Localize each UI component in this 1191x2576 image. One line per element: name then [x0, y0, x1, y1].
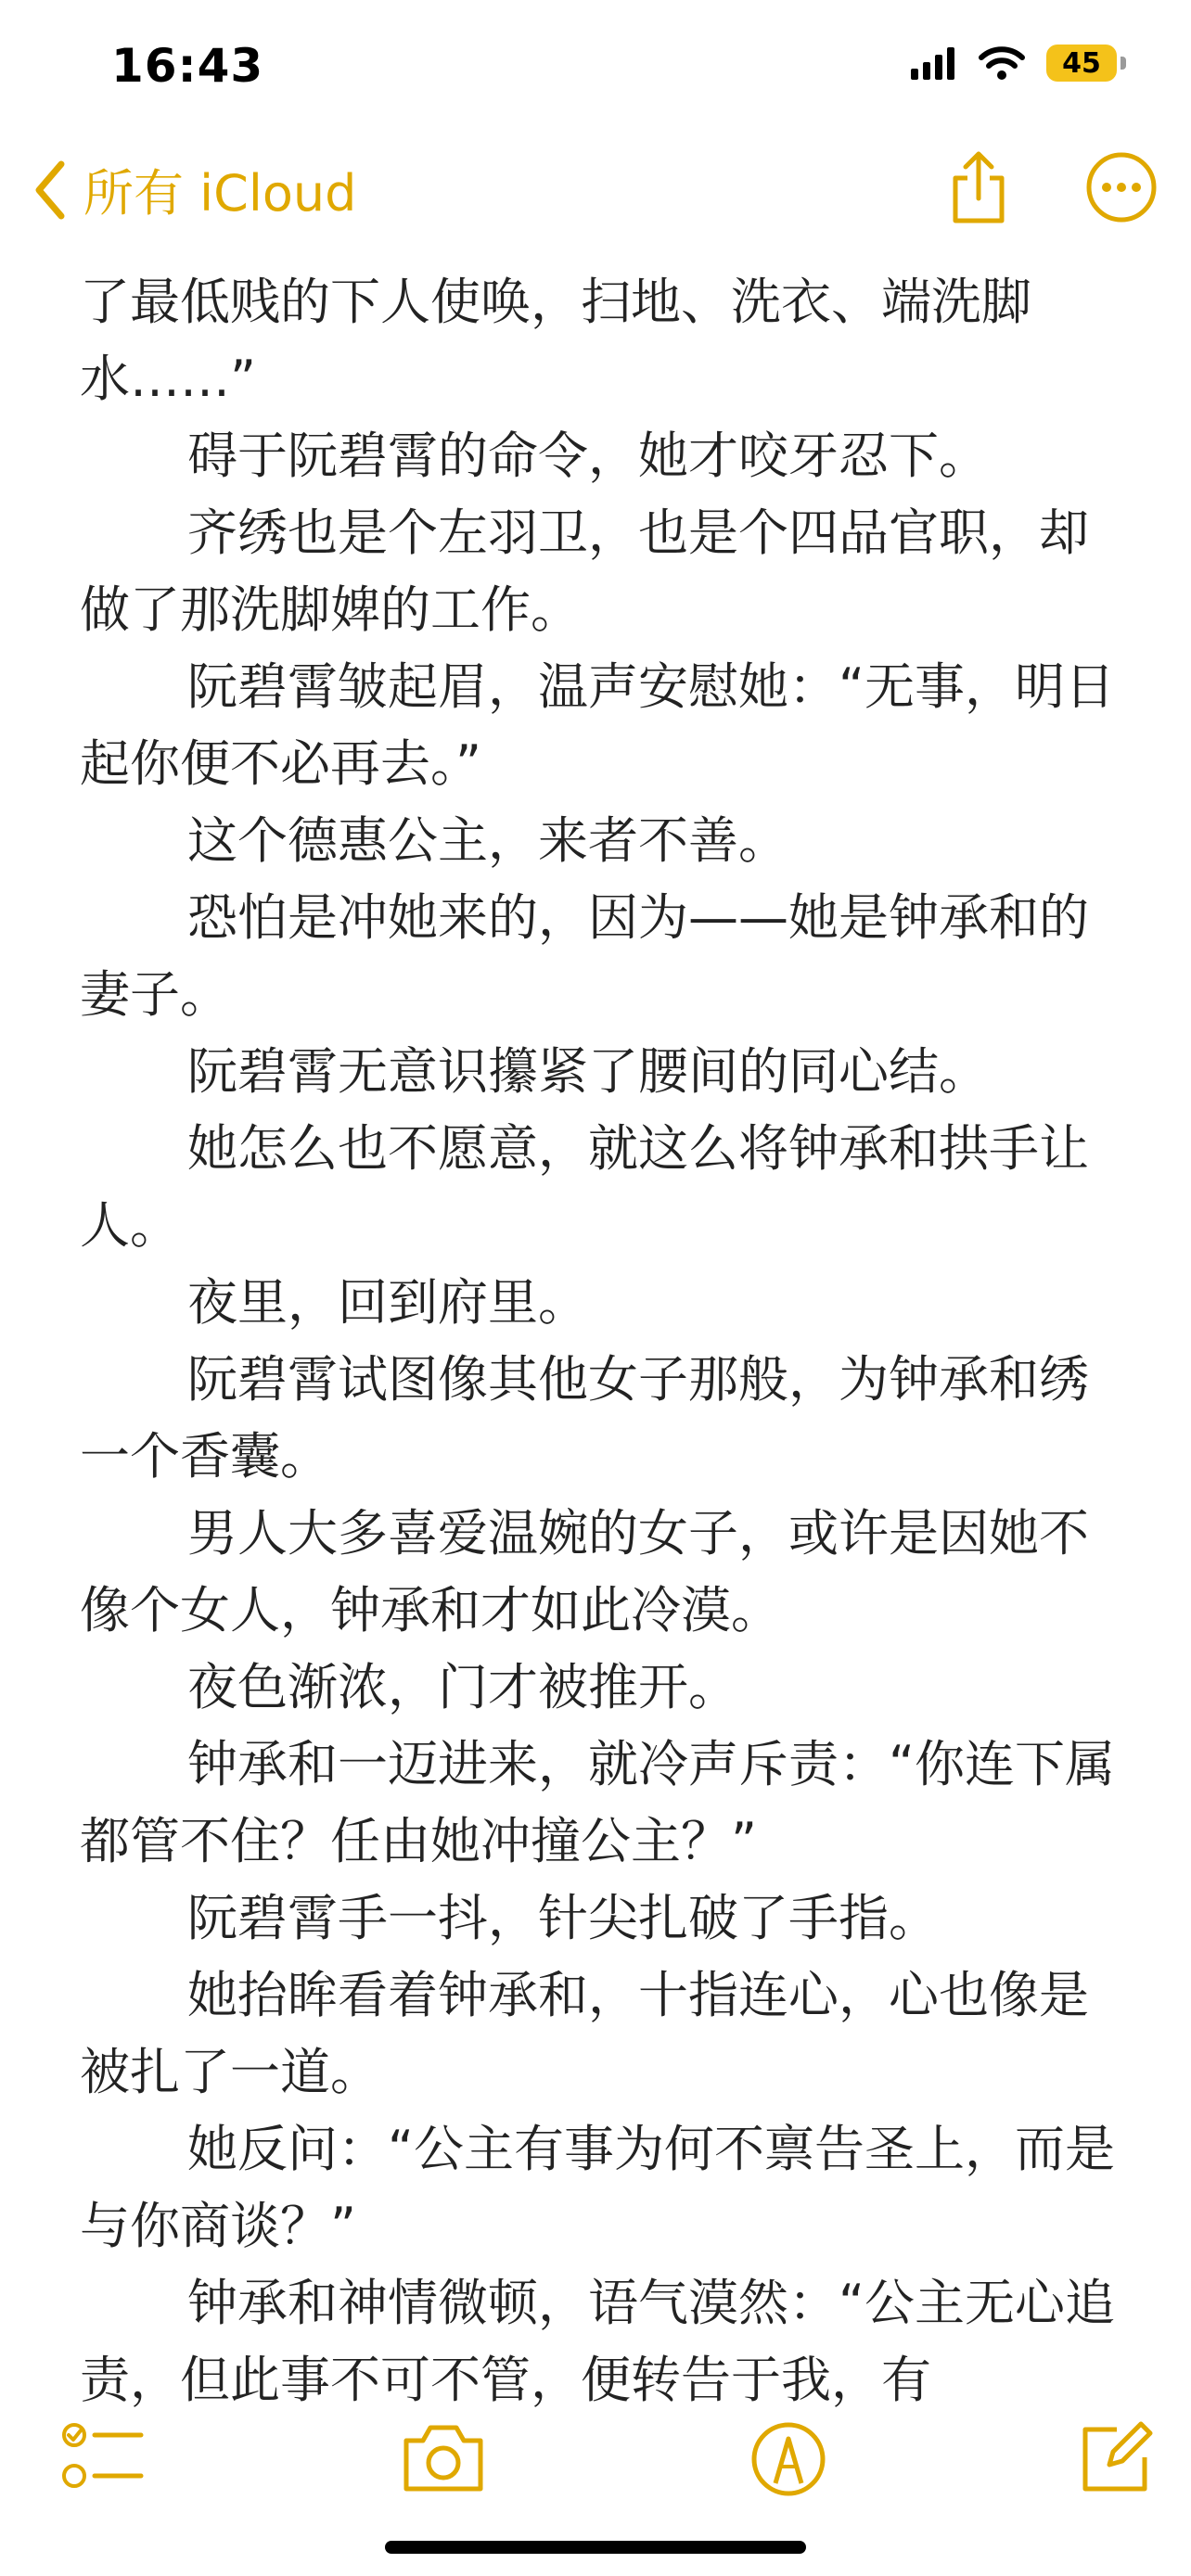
- note-paragraph: 夜色渐浓，门才被推开。: [187, 1658, 738, 1716]
- status-bar: [0, 0, 1191, 139]
- note-paragraph: 碍于阮碧霄的命令，她才咬牙忍下。: [187, 427, 989, 485]
- note-paragraph: 齐绣也是个左羽卫，也是个四品官职，却做了那洗脚婢的工作。: [80, 504, 1089, 639]
- bottom-toolbar: [0, 2392, 1191, 2513]
- back-label: 所有 iCloud: [83, 164, 357, 223]
- battery-level: 45: [1046, 45, 1117, 82]
- markup-pen-icon[interactable]: [749, 2420, 827, 2498]
- home-indicator: [385, 2541, 806, 2554]
- back-button[interactable]: [33, 154, 356, 225]
- nav-bar: [0, 139, 1191, 260]
- share-icon[interactable]: [946, 148, 1011, 226]
- note-paragraph: 她反问：“公主有事为何不禀告圣上，而是与你商谈？”: [80, 2120, 1115, 2255]
- note-paragraph: 阮碧霄手一抖，针尖扎破了手指。: [187, 1889, 939, 1947]
- compose-icon[interactable]: [1076, 2420, 1154, 2498]
- nav-actions: [946, 148, 1158, 226]
- note-paragraph: 她抬眸看着钟承和，十指连心，心也像是被扎了一道。: [80, 1966, 1089, 2101]
- note-paragraph: 夜里，回到府里。: [187, 1273, 588, 1332]
- battery-indicator: [1046, 45, 1126, 82]
- status-time: 16:43: [111, 39, 264, 93]
- more-icon[interactable]: [1085, 151, 1158, 223]
- wifi-icon: [978, 45, 1026, 81]
- note-paragraph: 男人大多喜爱温婉的女子，或许是因她不像个女人，钟承和才如此冷漠。: [80, 1504, 1089, 1639]
- note-paragraph: 了最低贱的下人使唤，扫地、洗衣、端洗脚水……”: [80, 273, 1031, 408]
- note-paragraph: 恐怕是冲她来的，因为——她是钟承和的妻子。: [80, 888, 1089, 1024]
- note-paragraph: 她怎么也不愿意，就这么将钟承和拱手让人。: [80, 1119, 1089, 1255]
- note-paragraph: 阮碧霄皱起眉，温声安慰她：“无事，明日起你便不必再去。”: [80, 657, 1115, 793]
- chevron-left-icon: [33, 160, 67, 220]
- note-paragraph: 阮碧霄试图像其他女子那般，为钟承和绣一个香囊。: [80, 1350, 1089, 1486]
- checklist-icon[interactable]: [61, 2420, 145, 2494]
- cellular-signal-icon: [911, 46, 957, 80]
- battery-cap: [1121, 57, 1126, 70]
- note-paragraph: 钟承和一迈进来，就冷声斥责：“你连下属都管不住？任由她冲撞公主？”: [80, 1735, 1115, 1870]
- note-body[interactable]: [80, 263, 1119, 2409]
- note-paragraph: 这个德惠公主，来者不善。: [187, 811, 788, 870]
- note-paragraph: 钟承和神情微顿，语气漠然：“公主无心追责，但此事不可不管，便转告于我，有: [80, 2274, 1115, 2409]
- note-paragraph: 阮碧霄无意识攥紧了腰间的同心结。: [187, 1042, 989, 1101]
- status-icons: [911, 45, 1126, 82]
- camera-icon[interactable]: [401, 2420, 486, 2494]
